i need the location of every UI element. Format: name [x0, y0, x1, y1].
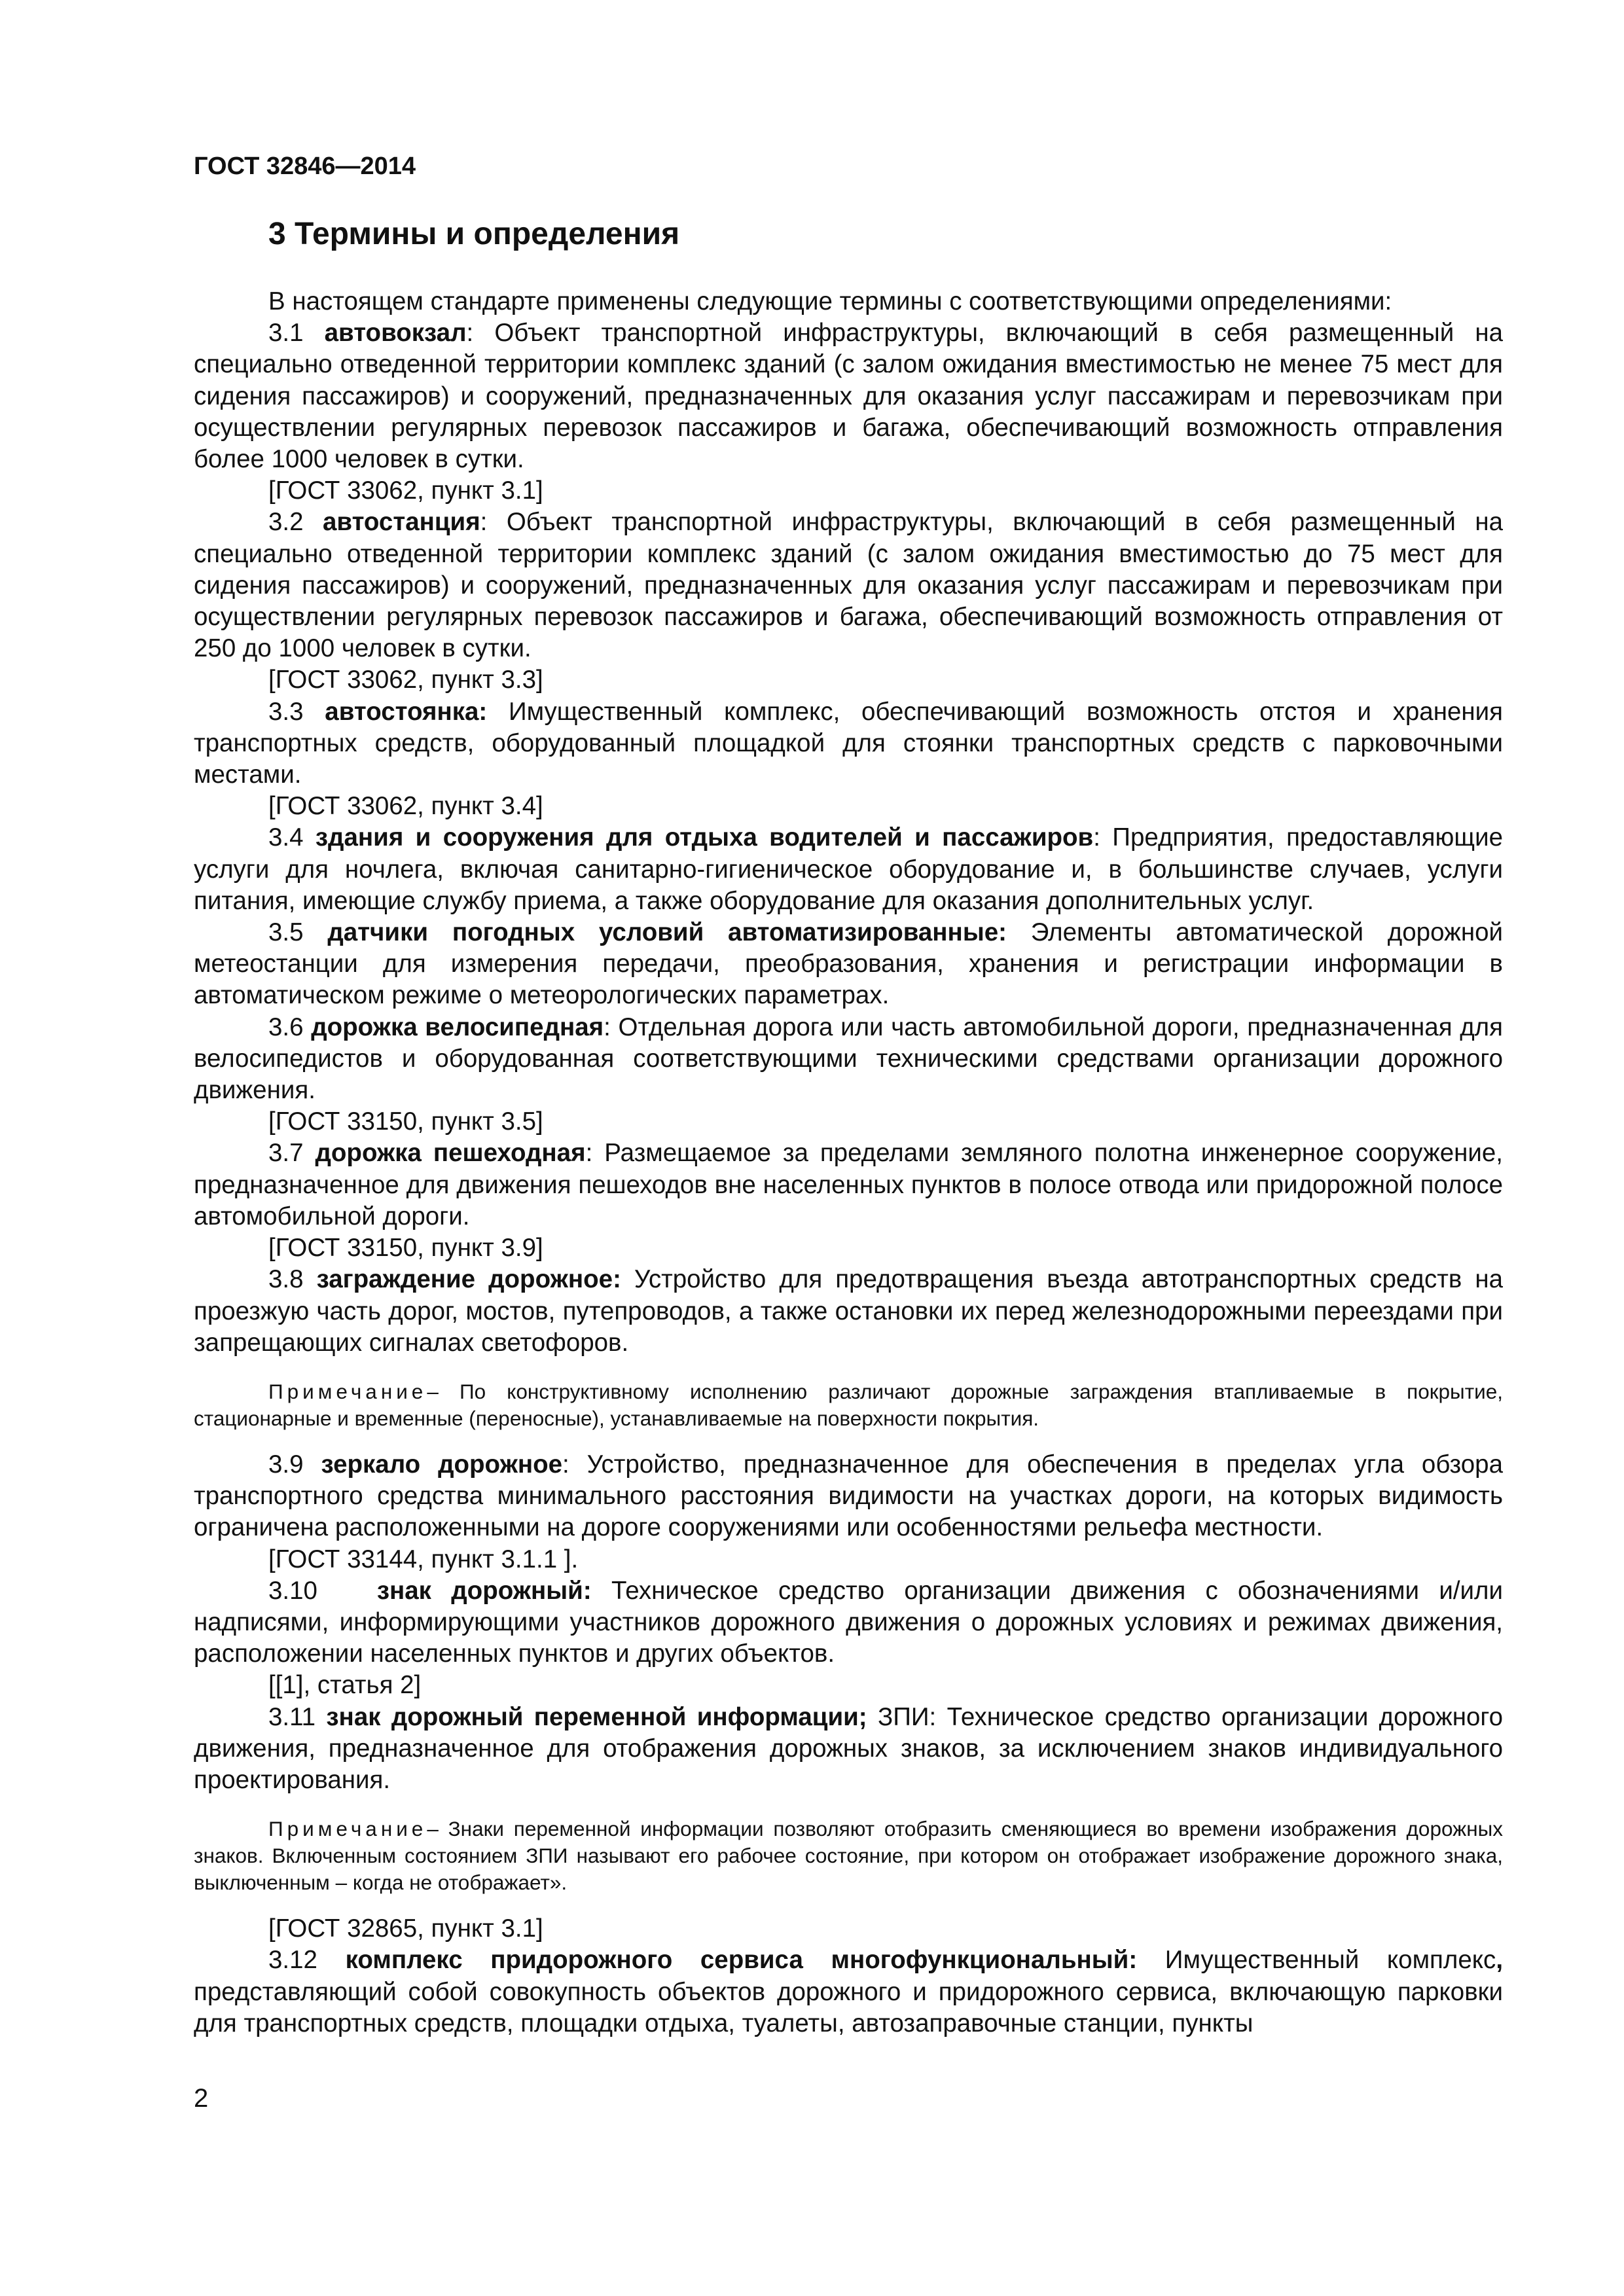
term-3-2: 3.2 автостанция: Объект транспортной инфраструктуры, включающий в себя размещенный на специально отведенной территории комплекс зданий (с залом ожидания вместимостью до 75 мест для сидения пассажиров) и сооружений, предназначенных для оказания услуг пассажирам и перевозчикам при осуществлении регулярных перевозок пассажиров и багажа, обеспечивающий возможность отправления от 250 до 1000 человек в сутки. — [194, 508, 1504, 663]
note-paragraph — [194, 1816, 1503, 1896]
term-name: здания и сооружения для отдыха водителей и пассажиров — [315, 823, 1094, 852]
term-3-4: 3.4 здания и сооружения для отдыха водителей и пассажиров: Предприятия, предоставляющие услуги для ночлега, включая санитарно-гигиеническое оборудование и, в большинстве случаев, услуги питания, имеющие службу приема, а также оборудование для оказания дополнительных услуг. — [194, 823, 1504, 915]
term-3-12: 3.12 комплекс придорожного сервиса многофункциональный: Имущественный комплекс, представляющий собой совокупность объектов дорожного и придорожного сервиса, включающую парковки для транспортных средств, площадки отдыха, туалеты, автозаправочные станции, пункты — [194, 1946, 1504, 2037]
term-name: знак дорожный переменной информации; — [326, 1702, 867, 1731]
term-reference: [ГОСТ 33062, пункт 3.3] — [268, 666, 543, 694]
intro-paragraph: В настоящем стандарте применены следующие термины с соответствующими определениями: — [268, 287, 1392, 315]
term-3-6: 3.6 дорожка велосипедная: Отдельная дорога или часть автомобильной дороги, предназначенная для велосипедистов и оборудованная соответствующими техническими средствами организации дорожного движения. — [194, 1013, 1503, 1105]
term-definition: Размещаемое за пределами земляного полотна инженерное сооружение, предназначенное для движения пешеходов вне населенных пунктов в полосе отвода или придорожной полосе автомобильной дороги. — [194, 1139, 1503, 1230]
term-name: датчики погодных условий автоматизированные: — [327, 918, 1007, 947]
term-definition: Имущественный комплекс, обеспечивающий возможность отстоя и хранения транспортных средств, оборудованный площадкой для стоянки транспортных средств с парковочными местами. — [194, 697, 1504, 789]
term-name: заграждение дорожное: — [316, 1265, 621, 1294]
term-definition: Объект транспортной инфраструктуры, включающий в себя размещенный на специально отведенной территории комплекс зданий (с залом ожидания вместимостью не менее 75 мест для сидения пассажиров) и сооружений, предназначенных для оказания услуг пассажирам и перевозчикам при осуществлении регулярных перевозок пассажиров и багажа, обеспечивающий возможность отправления более 1000 человек в сутки. — [194, 319, 1504, 474]
term-3-9: 3.9 зеркало дорожное: Устройство, предназначенное для обеспечения в пределах угла обзора транспортного средства минимального расстояния видимости на участках дороги, на которых видимость ограничена расположенными на дороге сооружениями или особенностями рельефа местности. — [194, 1450, 1503, 1542]
note-label: Примечание — [268, 1817, 427, 1841]
term-definition: Элементы автоматической дорожной метеостанции для измерения передачи, преобразования, хранения и регистрации информации в автоматическом режиме о метеорологических параметрах. — [194, 918, 1504, 1010]
term-name: знак дорожный: — [376, 1576, 592, 1605]
term-3-3: 3.3 автостоянка: Имущественный комплекс, обеспечивающий возможность отстоя и хранения транспортных средств, оборудованный площадкой для стоянки транспортных средств с парковочными местами. — [194, 697, 1504, 789]
term-3-5: 3.5 датчики погодных условий автоматизированные: Элементы автоматической дорожной метеостанции для измерения передачи, преобразования, хранения и регистрации информации в автоматическом режиме о метеорологических параметрах. — [194, 918, 1504, 1010]
note-text: – Знаки переменной информации позволяют отобразить сменяющиеся во времени изображения дорожных знаков. Включенным состоянием ЗПИ называют его рабочее состояние, при котором он отображает изображение дорожного знака, выключенным – когда не отображает». — [194, 1817, 1503, 1895]
term-3-7: 3.7 дорожка пешеходная: Размещаемое за пределами земляного полотна инженерное сооружение, предназначенное для движения пешеходов вне населенных пунктов в полосе отвода или придорожной полосе автомобильной дороги. — [194, 1139, 1503, 1230]
term-3-10: 3.10 знак дорожный: Техническое средство организации движения с обозначениями и/или надписями, информирующими участников дорожного движения о дорожных условиях и режимах движения, расположении населенных пунктов и других объектов. — [194, 1576, 1503, 1668]
term-reference: [ГОСТ 33144, пункт 3.1.1 ]. — [268, 1545, 579, 1573]
term-name: комплекс придорожного сервиса многофункциональный: — [345, 1946, 1138, 1975]
term-3-11: 3.11 знак дорожный переменной информации; ЗПИ: Техническое средство организации дорожного движения, предназначенное для отображения дорожных знаков, за исключением знаков индивидуального проектирования. — [194, 1702, 1503, 1794]
note-text: – По конструктивному исполнению различают дорожные заграждения втапливаемые в покрытие, стационарные и временные (переносные), устанавливаемые на поверхности покрытия. — [194, 1379, 1503, 1430]
term-definition: ЗПИ: Техническое средство организации дорожного движения, предназначенное для отображения дорожных знаков, за исключением знаков индивидуального проектирования. — [194, 1702, 1503, 1794]
term-definition: Устройство, предназначенное для обеспечения в пределах угла обзора транспортного средства минимального расстояния видимости на участках дороги, на которых видимость ограничена расположенными на дороге сооружениями или особенностями рельефа местности. — [194, 1450, 1503, 1542]
term-reference: [ГОСТ 32865, пункт 3.1] — [268, 1914, 543, 1943]
term-reference: [ГОСТ 33150, пункт 3.5] — [268, 1107, 543, 1136]
term-name: дорожка пешеходная — [315, 1139, 586, 1168]
term-definition: Предприятия, предоставляющие услуги для ночлега, включая санитарно-гигиеническое оборудование и, в большинстве случаев, услуги питания, имеющие службу приема, а также оборудование для оказания дополнительных услуг. — [194, 823, 1504, 915]
term-3-8: 3.8 заграждение дорожное: Устройство для предотвращения въезда автотранспортных средств на проезжую часть дорог, мостов, путепроводов, а также остановки их перед железнодорожными переездами при запрещающих сигналах светофоров. — [194, 1265, 1503, 1357]
term-definition: Имущественный комплекс — [1137, 1946, 1496, 1975]
term-definition-cont: представляющий собой совокупность объектов дорожного и придорожного сервиса, включающую парковки для транспортных средств, площадки отдыха, туалеты, автозаправочные станции, пункты — [194, 1977, 1503, 2037]
document-body — [194, 286, 1503, 2039]
term-reference: [ГОСТ 33062, пункт 3.4] — [268, 792, 543, 821]
term-reference: [[1], статья 2] — [268, 1671, 422, 1700]
term-definition: Техническое средство организации движения с обозначениями и/или надписями, информирующими участников дорожного движения о дорожных условиях и режимах движения, расположении населенных пунктов и других объектов. — [194, 1576, 1503, 1668]
term-name: зеркало дорожное — [321, 1450, 563, 1479]
term-definition: Объект транспортной инфраструктуры, включающий в себя размещенный на специально отведенной территории комплекс зданий (с залом ожидания вместимостью до 75 мест для сидения пассажиров) и сооружений, предназначенных для оказания услуг пассажирам и перевозчикам при осуществлении регулярных перевозок пассажиров и багажа, обеспечивающий возможность отправления от 250 до 1000 человек в сутки. — [194, 508, 1504, 663]
note-paragraph — [194, 1378, 1503, 1432]
document-code: ГОСТ 32846—2014 — [194, 152, 416, 180]
term-reference: [ГОСТ 33150, пункт 3.9] — [268, 1234, 543, 1263]
page-number: 2 — [194, 2084, 209, 2113]
term-name: автовокзал — [324, 319, 467, 348]
term-name: дорожка велосипедная — [311, 1013, 604, 1041]
note-label: Примечание — [268, 1379, 427, 1403]
term-name: автостоянка: — [325, 697, 488, 726]
section-title: 3 Термины и определения — [268, 217, 680, 251]
term-definition: Устройство для предотвращения въезда автотранспортных средств на проезжую часть дорог, мостов, путепроводов, а также остановки их перед железнодорожными переездами при запрещающих сигналах светофоров. — [194, 1265, 1503, 1357]
term-definition: Отдельная дорога или часть автомобильной дороги, предназначенная для велосипедистов и оборудованная соответствующими техническими средствами организации дорожного движения. — [194, 1013, 1503, 1105]
term-3-1: 3.1 автовокзал: Объект транспортной инфраструктуры, включающий в себя размещенный на специально отведенной территории комплекс зданий (с залом ожидания вместимостью не менее 75 мест для сидения пассажиров) и сооружений, предназначенных для оказания услуг пассажирам и перевозчикам при осуществлении регулярных перевозок пассажиров и багажа, обеспечивающий возможность отправления более 1000 человек в сутки. — [194, 319, 1504, 474]
term-reference: [ГОСТ 33062, пункт 3.1] — [268, 476, 543, 505]
term-name: автостанция — [323, 508, 480, 537]
